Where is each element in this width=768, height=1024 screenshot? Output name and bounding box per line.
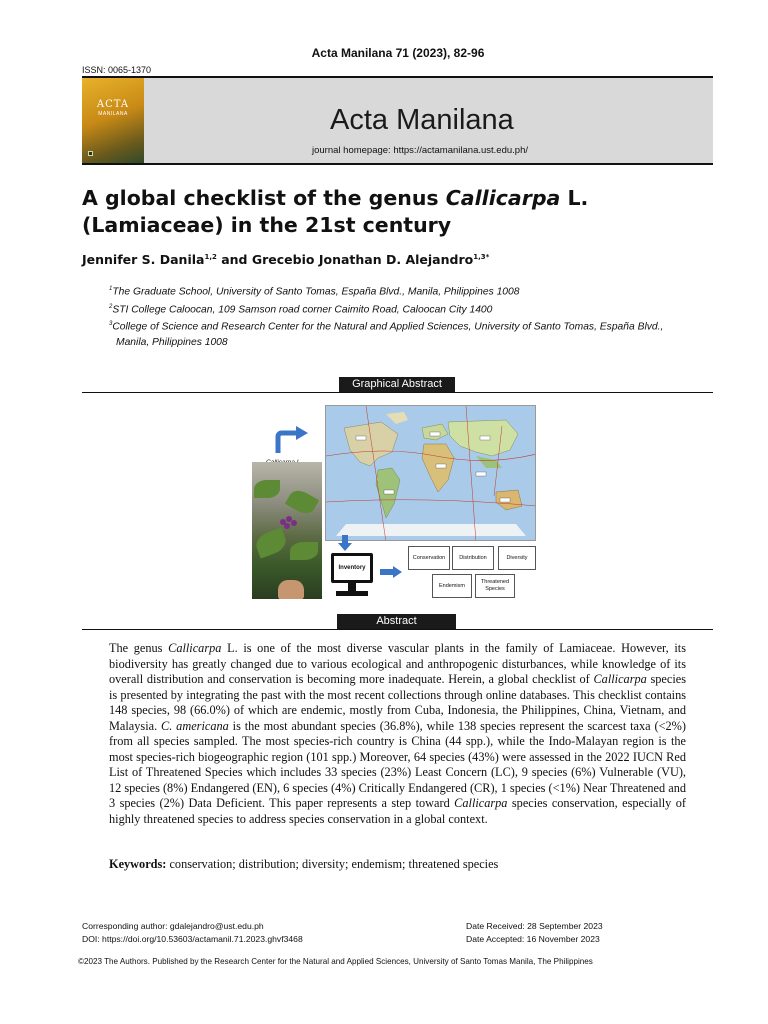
journal-homepage-link[interactable]: journal homepage: https://actamanilana.ust.edu.ph/ xyxy=(312,145,529,156)
affiliation xyxy=(109,300,709,318)
affiliation-text: The Graduate School, University of Santo Tomas, España Blvd., Manila, Philippines 1008 xyxy=(112,286,520,298)
box-threatened-species: Threatened Species xyxy=(475,574,515,598)
author-affil-sup: 1,2 xyxy=(204,252,217,261)
box-endemism: Endemism xyxy=(432,574,472,598)
title-genus: Callicarpa xyxy=(445,186,561,210)
affiliation xyxy=(109,282,709,300)
affiliation-continuation: Manila, Philippines 1008 xyxy=(116,337,228,349)
footer-contact xyxy=(82,920,303,945)
footer-dates xyxy=(466,920,603,945)
doi-link[interactable]: DOI: https://doi.org/10.53603/actamanil.71.2023.ghvf3468 xyxy=(82,933,303,944)
abstract-label: Abstract xyxy=(337,614,456,629)
abstract-text: species is presented by integrating the past with the most recent collections through online databases. This checklist contains 148 species, 98 (66.0%) of which are endemic, mostly from Cuba, Indonesia, the Philippines, China, Vietnam, and Malaysia. xyxy=(109,672,686,733)
author-joiner: and xyxy=(216,252,252,267)
affiliation-list xyxy=(109,282,709,350)
graphical-abstract-rule xyxy=(82,392,713,393)
box-diversity: Diversity xyxy=(498,546,536,570)
computer-monitor-icon xyxy=(328,551,376,599)
affiliation-text: STI College Caloocan, 109 Samson road corner Caimito Road, Caloocan City 1400 xyxy=(112,304,493,316)
author-name: Jennifer S. Danila xyxy=(82,252,205,267)
author-affil-sup: 1,3* xyxy=(473,252,490,261)
affiliation-sup: 2 xyxy=(109,303,113,310)
abstract-body xyxy=(109,641,686,827)
abstract-text: L. is one of the most diverse vascular plants in the family of Lamiaceae. However, its biodiversity has greatly changed due to various ecological and anthropogenic disturbances, while knowledge of its overall distribution and conservation is becoming more inadequate. Herein, a global checklist of xyxy=(109,641,686,686)
affiliation-text: College of Science and Research Center for the Natural and Applied Sciences, University of Santo Tomas, España Blvd., xyxy=(112,321,664,333)
box-distribution: Distribution xyxy=(452,546,494,570)
title-part: A global checklist of the genus xyxy=(82,186,446,210)
leaf-shape xyxy=(285,486,319,517)
affiliation-sup: 3 xyxy=(109,321,113,328)
date-received: Date Received: 28 September 2023 xyxy=(466,921,603,931)
graphical-abstract-figure xyxy=(252,405,552,601)
genus-name: Callicarpa xyxy=(593,672,647,686)
corresponding-author[interactable]: Corresponding author: gdalejandro@ust.edu.ph xyxy=(82,921,264,931)
journal-name: Acta Manilana xyxy=(330,104,514,136)
arrow-down-icon xyxy=(338,535,352,551)
graphical-abstract-label: Graphical Abstract xyxy=(339,377,455,392)
abstract-text: is the most abundant species (36.8%), while 138 species represent the scarcest taxa (<2%) from all species sampled. The most species-rich country is China (44 spp.), while the Indo-Malayan region is the most species-rich biogeographic region (101 spp.) Moreover, 64 species (43%) were assessed in the 2022 IUCN Red List of Threatened Species which includes 33 species (23%) Least Concern (LC), 9 species (6%) Vulnerable (VU), 12 species (8%) Endangered (EN), 6 species (4%) Critically Endangered (CR), 1 species (<1%) Near Threatened and 3 species (2%) Data Deficient. This paper represents a step toward xyxy=(109,718,686,810)
author-list xyxy=(82,252,489,267)
berry-shape xyxy=(291,520,297,526)
copyright-notice: ©2023 The Authors. Published by the Research Center for the Natural and Applied Sciences, University of Santo Tomas Manila, The Philippines xyxy=(78,957,593,966)
world-map xyxy=(325,405,536,541)
affiliation xyxy=(109,317,709,335)
cover-title: ACTA xyxy=(96,99,130,110)
inventory-label: Inventory xyxy=(338,565,366,571)
journal-citation: Acta Manilana 71 (2023), 82-96 xyxy=(311,46,485,60)
genus-name: Callicarpa xyxy=(454,796,508,810)
keywords-list: conservation; distribution; diversity; endemism; threatened species xyxy=(166,857,499,871)
cover-logo-icon xyxy=(88,151,93,156)
arrow-right-icon xyxy=(380,566,402,578)
abstract-text: species conservation, especially of highly threatened species to address species conservation in a global context. xyxy=(109,796,686,826)
affiliation-sup: 1 xyxy=(109,286,113,292)
world-map-graphic xyxy=(326,406,536,541)
berry-shape xyxy=(284,523,290,529)
keywords-label: Keywords: xyxy=(109,857,167,871)
arrow-up-right-icon xyxy=(272,425,312,455)
callicarpa-plant-photo xyxy=(252,462,322,599)
cover-subtitle: MANILANA xyxy=(98,111,128,117)
issn: ISSN: 0065-1370 xyxy=(82,65,152,75)
leaf-shape xyxy=(254,480,280,498)
header-rule-bottom xyxy=(82,163,713,165)
date-accepted: Date Accepted: 16 November 2023 xyxy=(466,933,600,944)
hand-shape xyxy=(278,580,304,599)
species-name: C. americana xyxy=(161,718,229,733)
title-part: L. (Lamiaceae) in the 21st century xyxy=(82,186,589,237)
leaf-shape xyxy=(253,528,289,559)
genus-name: Callicarpa xyxy=(168,641,222,655)
keywords xyxy=(109,857,498,872)
leaf-shape xyxy=(290,542,318,560)
article-title xyxy=(82,185,712,239)
author-name: Grecebio Jonathan D. Alejandro xyxy=(251,252,474,267)
abstract-text: The genus xyxy=(109,641,169,655)
box-conservation: Conservation xyxy=(408,546,450,570)
journal-cover-image xyxy=(82,78,144,163)
abstract-rule xyxy=(82,629,713,630)
